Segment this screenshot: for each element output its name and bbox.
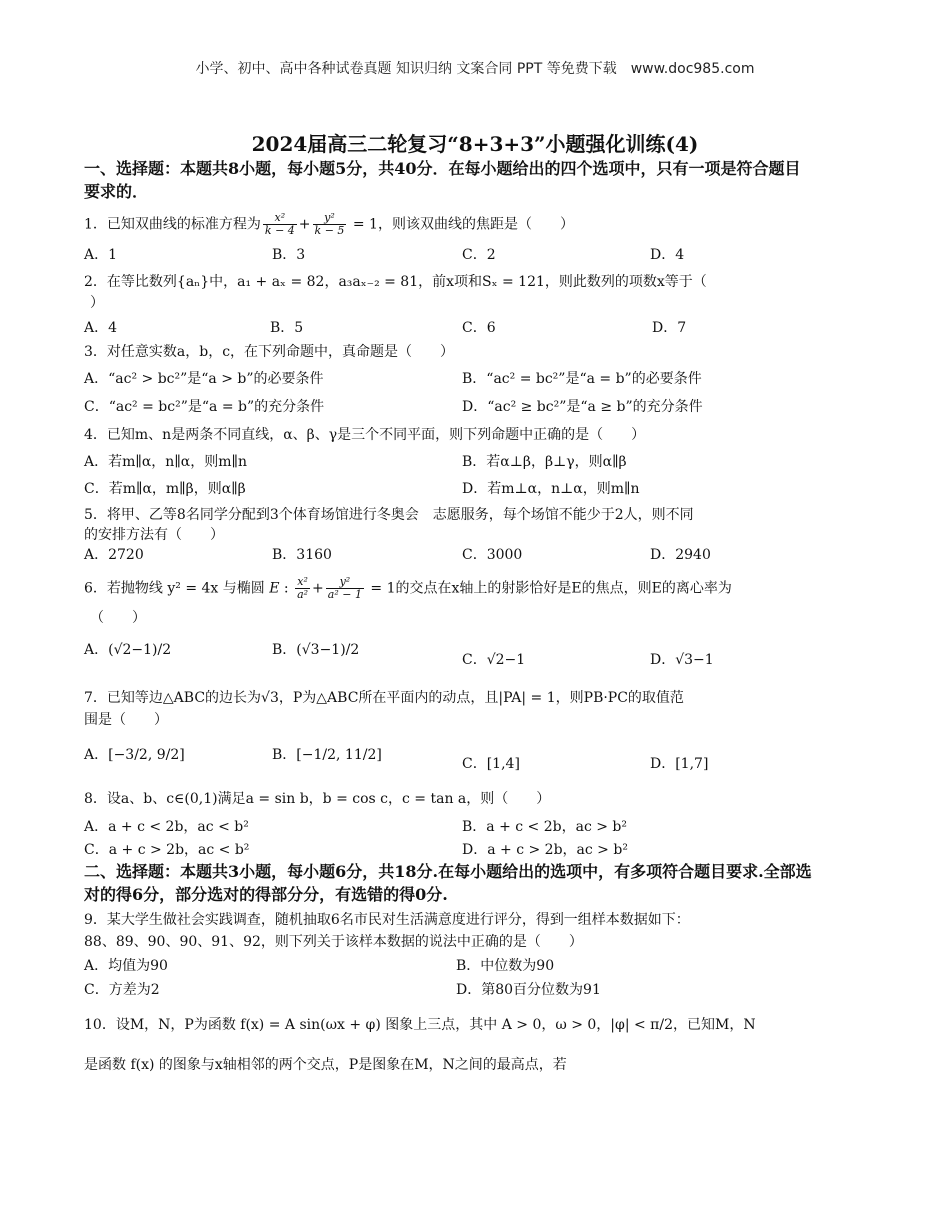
q5-option-d: D．2940 xyxy=(650,547,711,563)
q6-stem-cont: （ ） xyxy=(90,610,146,626)
q4-option-b: B．若α⊥β，β⊥γ，则α∥β xyxy=(462,454,627,470)
q3-option-d: D．“ac² ≥ bc²”是“a ≥ b”的充分条件 xyxy=(462,399,703,415)
q9-option-b: B．中位数为90 xyxy=(456,958,555,974)
q5-option-c: C．3000 xyxy=(462,547,523,563)
q7-stem: 7．已知等边△ABC的边长为√3，P为△ABC所在平面内的动点，且|PA| = 1，则PB·PC的取值范 xyxy=(84,690,684,706)
q9-option-a: A．均值为90 xyxy=(84,958,168,974)
q1-option-a: A．1 xyxy=(84,247,118,263)
q8-option-c: C．a + c > 2b，ac < b² xyxy=(84,842,250,858)
q9-stem-cont: 88、89、90、90、91、92，则下列关于该样本数据的说法中正确的是（ ） xyxy=(84,934,583,950)
q5-stem-cont: 的安排方法有（ ） xyxy=(84,527,224,543)
q3-option-a: A．“ac² > bc²”是“a > b”的必要条件 xyxy=(84,371,324,387)
q10-stem-cont: 是函数 f(x) 的图象与x轴相邻的两个交点，P是图象在M，N之间的最高点，若 xyxy=(84,1057,567,1073)
q8-option-a: A．a + c < 2b，ac < b² xyxy=(84,819,249,835)
q4-option-d: D．若m⊥α，n⊥α，则m∥n xyxy=(462,481,640,497)
q2-option-a: A．4 xyxy=(84,320,118,336)
q4-option-a: A．若m∥α，n∥α，则m∥n xyxy=(84,454,248,470)
q5-option-b: B．3160 xyxy=(272,547,332,563)
q1-stem: 1．已知双曲线的标准方程为 $\frac{\text{x²}}{k - 4}$ + $\frac{\text{y²}}{k - 5}$ = 1，则该双曲线的焦距是（ ） xyxy=(84,211,574,237)
q8-option-b: B．a + c < 2b，ac > b² xyxy=(462,819,627,835)
q1-option-c: C．2 xyxy=(462,247,496,263)
section-2-heading: 二、选择题：本题共3小题，每小题6分，共18分.在每小题给出的选项中，有多项符合题目要求.全部选对的得6分，部分选对的得部分分，有选错的得0分. xyxy=(84,862,812,904)
q9-option-d: D．第80百分位数为91 xyxy=(456,982,601,998)
q3-option-c: C．“ac² = bc²”是“a = b”的充分条件 xyxy=(84,399,325,415)
section-1-heading: 一、选择题：本题共8小题，每小题5分，共40分．在每小题给出的四个选项中，只有一项是符合题目要求的． xyxy=(84,159,801,201)
q2-option-c: C．6 xyxy=(462,320,496,336)
q4-option-c: C．若m∥α，m∥β，则α∥β xyxy=(84,481,246,497)
q6-stem: 6．若抛物线 y² = 4x 与椭圆 E : $\frac{\text{x²}}{\text{a²}}$ + $\frac{\text{y²}}{\text{a² − 1}}$ = 1的交点在x轴上的射影恰好是E的焦点，则E的离心率为 xyxy=(84,575,732,601)
q2-stem-cont: ） xyxy=(90,295,104,311)
q5-stem: 5．将甲、乙等8名同学分配到3个体育场馆进行冬奥会 志愿服务，每个场馆不能少于2人，则不同 xyxy=(84,507,694,523)
q9-option-c: C．方差为2 xyxy=(84,982,160,998)
q7-option-a: A．[−3/2, 9/2] xyxy=(84,747,185,763)
q4-stem: 4．已知m、n是两条不同直线，α、β、γ是三个不同平面，则下列命题中正确的是（ ） xyxy=(84,427,646,443)
q9-stem: 9．某大学生做社会实践调查，随机抽取6名市民对生活满意度进行评分，得到一组样本数据如下： xyxy=(84,912,690,928)
q10-stem: 10．设M，N，P为函数 f(x) = A sin(ωx + φ) 图象上三点，其中 A > 0，ω > 0，|φ| < π/2，已知M，N xyxy=(84,1017,756,1033)
q7-stem-cont: 围是（ ） xyxy=(84,712,168,728)
q5-option-a: A．2720 xyxy=(84,547,144,563)
q7-option-b: B．[−1/2, 11/2] xyxy=(272,747,382,763)
q6-option-d: D．√3−1 xyxy=(650,652,714,668)
q7-option-d: D．[1,7] xyxy=(650,756,709,772)
q8-stem: 8．设a、b、c∈(0,1)满足a = sin b，b = cos c，c = tan a，则（ ） xyxy=(84,791,551,807)
site-header: 小学、初中、高中各种试卷真题 知识归纳 文案合同 PPT 等免费下载 www.doc985.com xyxy=(195,61,755,77)
q1-option-d: D．4 xyxy=(650,247,685,263)
q2-stem: 2．在等比数列{aₙ}中，a₁ + aₓ = 82，a₃aₓ₋₂ = 81，前x项和Sₓ = 121，则此数列的项数x等于（ xyxy=(84,274,707,290)
q6-option-b: B．(√3−1)/2 xyxy=(272,642,360,658)
q8-option-d: D．a + c > 2b，ac > b² xyxy=(462,842,628,858)
q2-option-d: D．7 xyxy=(652,320,687,336)
page-title: 2024届高三二轮复习“8+3+3”小题强化训练(4) xyxy=(251,132,699,156)
q7-option-c: C．[1,4] xyxy=(462,756,520,772)
q1-option-b: B．3 xyxy=(272,247,306,263)
q3-stem: 3．对任意实数a，b，c，在下列命题中，真命题是（ ） xyxy=(84,344,455,360)
q6-option-c: C．√2−1 xyxy=(462,652,526,668)
q3-option-b: B．“ac² = bc²”是“a = b”的必要条件 xyxy=(462,371,702,387)
q2-option-b: B．5 xyxy=(270,320,304,336)
q6-option-a: A．(√2−1)/2 xyxy=(84,642,172,658)
